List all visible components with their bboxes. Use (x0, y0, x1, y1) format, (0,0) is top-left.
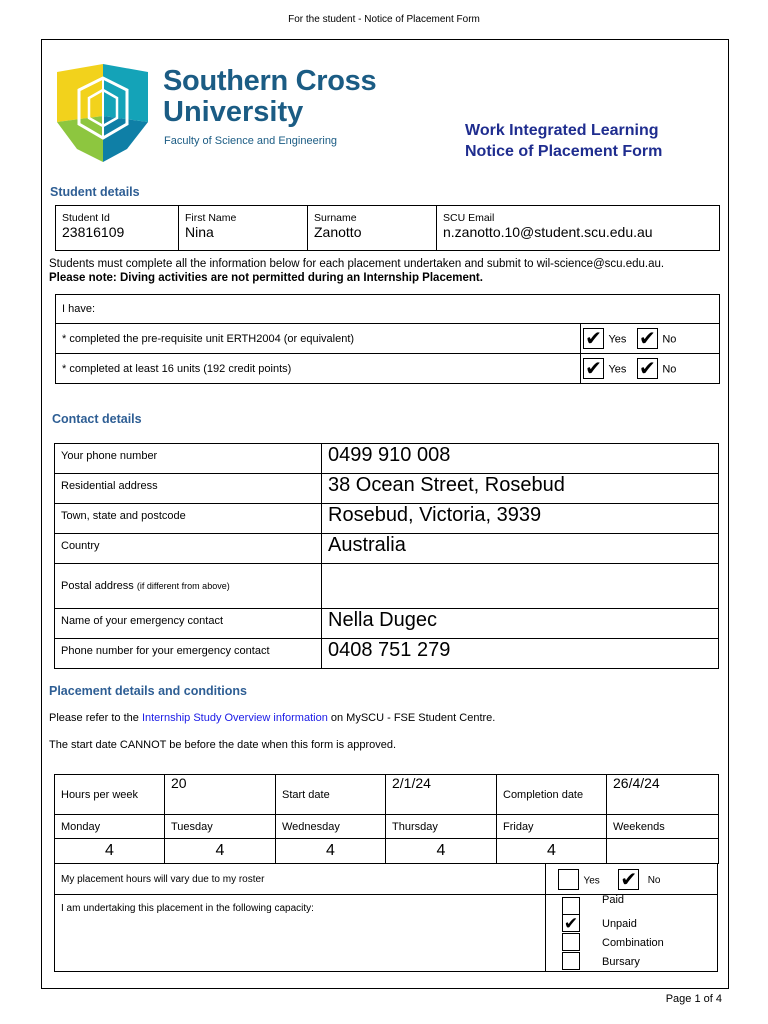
phone-field[interactable]: 0499 910 008 (322, 444, 719, 474)
student-details-heading: Student details (50, 185, 140, 199)
yes-label: Yes (608, 363, 627, 376)
postal-note: (if different from above) (136, 581, 230, 591)
no-label: No (662, 363, 677, 376)
day-label-weekends: Weekends (607, 815, 719, 839)
roster-yes-checkbox[interactable] (558, 869, 579, 890)
monday-hours-field[interactable]: 4 (55, 839, 165, 864)
bursary-label: Bursary (602, 956, 640, 969)
capacity-options (546, 895, 718, 972)
roster-yes-label: Yes (583, 875, 600, 887)
country-field[interactable]: Australia (322, 534, 719, 564)
surname-field[interactable]: Zanotto (314, 224, 362, 240)
conditions-table (54, 863, 718, 972)
first-name-cell (179, 206, 308, 251)
day-label-thursday: Thursday (386, 815, 497, 839)
contact-details-heading: Contact details (52, 412, 142, 426)
postal-field[interactable] (322, 564, 719, 609)
surname-label: Surname (314, 212, 357, 224)
roster-text: My placement hours will vary due to my roster (55, 864, 546, 895)
combination-label: Combination (602, 937, 664, 950)
prereq-1-yes-checkbox[interactable]: ✔ (583, 328, 604, 349)
roster-no-label: No (647, 875, 661, 887)
prereq-options-2 (581, 354, 720, 384)
prereq-2-yes-checkbox[interactable]: ✔ (583, 358, 604, 379)
postal-address-cell (55, 564, 322, 609)
prereq-options-1 (581, 324, 720, 354)
form-title-line1: Work Integrated Learning (465, 122, 659, 139)
prereq-header: I have: (56, 295, 720, 324)
address-field[interactable]: 38 Ocean Street, Rosebud (322, 474, 719, 504)
friday-hours-field[interactable]: 4 (497, 839, 607, 864)
country-label: Country (55, 534, 322, 564)
paid-checkbox[interactable] (562, 897, 580, 915)
emergency-name-field[interactable]: Nella Dugec (322, 609, 719, 639)
weekends-hours-field[interactable] (607, 839, 719, 864)
capacity-text: I am undertaking this placement in the following capacity: (55, 895, 546, 972)
university-logo-icon (55, 64, 150, 164)
placement-table (54, 774, 719, 864)
prereq-2-no-checkbox[interactable]: ✔ (637, 358, 658, 379)
faculty-name: Faculty of Science and Engineering (164, 135, 338, 147)
refer-prefix: Please refer to the (49, 712, 142, 724)
no-label: No (662, 333, 677, 346)
combination-checkbox[interactable] (562, 933, 580, 951)
tuesday-hours-field[interactable]: 4 (165, 839, 276, 864)
town-field[interactable]: Rosebud, Victoria, 3939 (322, 504, 719, 534)
diving-note: Please note: Diving activities are not permitted during an Internship Placement. (49, 272, 483, 284)
prereq-item-1: * completed the pre-requisite unit ERTH2004 (or equivalent) (56, 324, 581, 354)
completion-date-label: Completion date (497, 775, 607, 815)
brand-line1: Southern Cross (163, 65, 377, 97)
student-details-table (55, 205, 720, 251)
internship-overview-link[interactable]: Internship Study Overview information (141, 712, 328, 724)
emergency-name-label: Name of your emergency contact (55, 609, 322, 639)
wednesday-hours-field[interactable]: 4 (276, 839, 386, 864)
day-label-monday: Monday (55, 815, 165, 839)
day-label-friday: Friday (497, 815, 607, 839)
emergency-phone-field[interactable]: 0408 751 279 (322, 639, 719, 669)
thursday-hours-field[interactable]: 4 (386, 839, 497, 864)
bursary-checkbox[interactable] (562, 952, 580, 970)
unpaid-label: Unpaid (602, 918, 637, 931)
hours-field[interactable]: 20 (165, 775, 276, 815)
prereq-1-no-checkbox[interactable]: ✔ (637, 328, 658, 349)
contact-table (54, 443, 719, 669)
refer-text (49, 712, 495, 724)
student-id-label: Student Id (62, 212, 110, 224)
roster-options (546, 864, 718, 895)
hours-label: Hours per week (55, 775, 165, 815)
start-date-note: The start date CANNOT be before the date when this form is approved. (49, 739, 397, 751)
day-label-wednesday: Wednesday (276, 815, 386, 839)
page-header: For the student - Notice of Placement Form (288, 14, 480, 25)
paid-label: Paid (602, 894, 625, 907)
instructions-text: Students must complete all the information below for each placement undertaken and submit to wil-science@scu.edu.au. (49, 258, 665, 270)
postal-label: Postal address (61, 580, 134, 592)
student-id-cell (56, 206, 179, 251)
refer-suffix: on MySCU - FSE Student Centre. (327, 712, 496, 724)
yes-label: Yes (608, 333, 627, 346)
surname-cell (308, 206, 437, 251)
form-title-line2: Notice of Placement Form (465, 143, 663, 160)
town-label: Town, state and postcode (55, 504, 322, 534)
prereq-item-2: * completed at least 16 units (192 credit points) (56, 354, 581, 384)
first-name-label: First Name (185, 212, 237, 224)
phone-label: Your phone number (55, 444, 322, 474)
address-label: Residential address (55, 474, 322, 504)
email-field[interactable]: n.zanotto.10@student.scu.edu.au (443, 224, 653, 240)
first-name-field[interactable]: Nina (185, 224, 214, 240)
student-id-field[interactable]: 23816109 (62, 224, 125, 240)
brand-line2: University (163, 96, 304, 128)
page-number: Page 1 of 4 (665, 993, 722, 1005)
form-title (465, 120, 662, 162)
roster-no-checkbox[interactable]: ✔ (618, 869, 639, 890)
email-cell (437, 206, 720, 251)
unpaid-checkbox[interactable]: ✔ (563, 914, 579, 933)
email-label: SCU Email (443, 212, 495, 224)
prereq-table (55, 294, 720, 384)
completion-date-field[interactable]: 26/4/24 (607, 775, 719, 815)
emergency-phone-label: Phone number for your emergency contact (55, 639, 322, 669)
placement-heading: Placement details and conditions (49, 684, 247, 698)
start-date-label: Start date (276, 775, 386, 815)
day-label-tuesday: Tuesday (165, 815, 276, 839)
start-date-field[interactable]: 2/1/24 (386, 775, 497, 815)
